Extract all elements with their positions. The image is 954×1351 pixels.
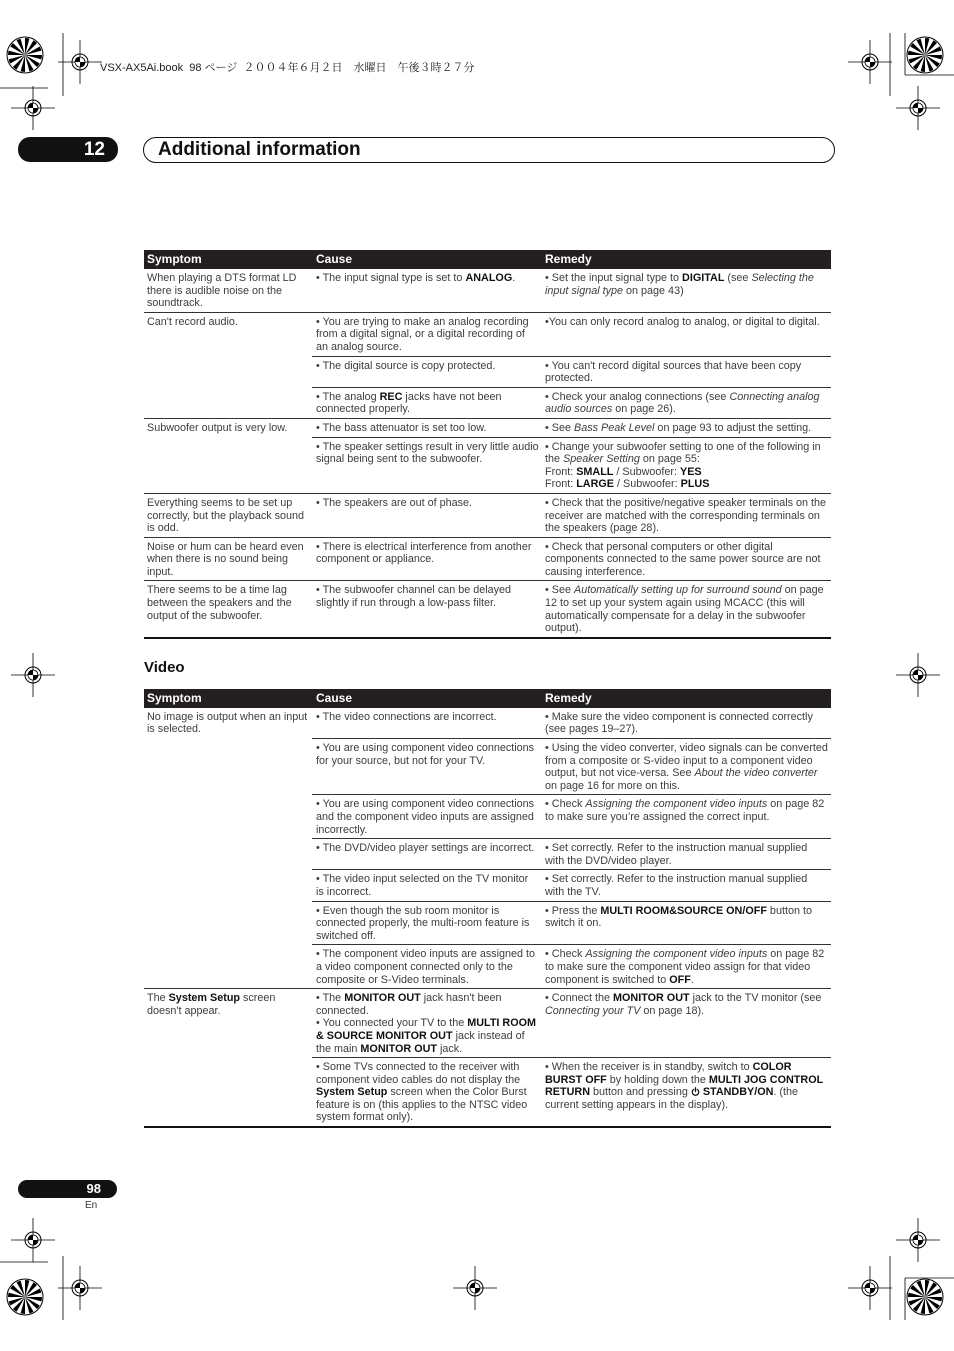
cell-paragraph — [545, 584, 829, 634]
cell-text: jacks have not been connected properly. — [316, 390, 502, 416]
cell-text: jack instead of the main — [316, 1029, 525, 1055]
cell-text: • When the receiver is in standby, switch to — [545, 1061, 753, 1074]
cell-paragraph — [147, 584, 310, 622]
cell-text: jack to the TV monitor (see — [689, 992, 822, 1005]
cell-text: • You can't record digital sources that have been copy protected. — [545, 359, 802, 385]
registration-mark — [11, 86, 55, 130]
registration-mark — [11, 1218, 55, 1262]
cause-cell — [312, 312, 541, 356]
cell-paragraph — [147, 711, 310, 736]
print-header: VSX-AX5Ai.book 98 ページ ２００４年６月２日 水曜日 午後３時２７分 — [100, 62, 475, 74]
remedy-cell — [541, 269, 831, 312]
cell-paragraph — [545, 873, 829, 898]
cell-text: on page 93 to adjust the setting. — [654, 421, 812, 434]
cell-text-bold: SMALL — [576, 465, 614, 478]
cell-paragraph — [316, 497, 539, 510]
cell-paragraph — [545, 478, 829, 491]
cause-cell — [312, 581, 541, 638]
registration-mark — [896, 1218, 940, 1262]
remedy-cell — [541, 437, 831, 493]
cell-paragraph — [147, 272, 310, 310]
cell-text: • See — [545, 421, 574, 434]
cell-text-bold: MULTI JOG CONTROL RETURN — [545, 1073, 823, 1099]
cell-text: on page 82 to make sure the component video assign for that video component is switched to — [545, 948, 825, 986]
cell-paragraph — [545, 948, 829, 986]
cell-paragraph — [316, 272, 539, 285]
cell-text-bold: LARGE — [576, 478, 614, 491]
remedy-cell — [541, 387, 831, 418]
cell-paragraph — [545, 798, 829, 823]
cell-text: • You are using component video connections for your source, but not for your TV. — [316, 742, 535, 767]
cell-paragraph — [316, 316, 539, 354]
cell-text: on page 16 for more on this. — [545, 779, 681, 792]
remedy-cell — [541, 989, 831, 1058]
registration-mark — [11, 653, 55, 697]
cell-paragraph — [545, 905, 829, 930]
cell-paragraph — [316, 873, 539, 898]
cell-text: • Press the — [545, 904, 601, 917]
column-header-symptom: Symptom — [144, 689, 312, 708]
symptom-cell — [144, 708, 312, 989]
cause-cell — [312, 839, 541, 870]
cell-text: on page 12 to set up your system again using MCACC (this will automatically compensate for a delay in the subwoofer output). — [545, 584, 824, 635]
table-row — [144, 537, 831, 581]
remedy-cell — [541, 901, 831, 945]
cell-text: •You can only record analog to analog, or digital to digital. — [545, 315, 820, 328]
symptom-cell — [144, 493, 312, 537]
table-row — [144, 269, 831, 312]
remedy-cell — [541, 537, 831, 581]
remedy-cell — [541, 493, 831, 537]
cell-text: jack. — [437, 1042, 463, 1055]
cell-text: When playing a DTS format LD there is audible noise on the soundtrack. — [147, 272, 297, 310]
cell-text: • Set correctly. Refer to the instruction manual supplied with the DVD/video player. — [545, 842, 808, 867]
chapter-title: Additional information — [143, 137, 835, 163]
remedy-cell — [541, 581, 831, 638]
cell-text: • Connect the — [545, 992, 614, 1005]
remedy-cell — [541, 1058, 831, 1127]
troubleshooting-table-audio — [144, 250, 831, 639]
cell-text-bold: REC — [379, 390, 403, 403]
cell-paragraph — [545, 316, 829, 329]
remedy-cell — [541, 795, 831, 839]
cell-paragraph — [545, 541, 829, 579]
cell-text: screen when the Color Burst feature is on (this applies to the NTSC video system format only). — [316, 1086, 528, 1124]
cell-text: • The component video inputs are assigned to a video component connected only to the composite or S-Video terminals. — [316, 948, 536, 986]
cell-paragraph — [545, 422, 829, 435]
cause-cell — [312, 418, 541, 437]
cell-text-italic: Assigning the component video inputs — [585, 948, 768, 961]
cell-paragraph — [316, 541, 539, 566]
cell-paragraph — [316, 842, 539, 855]
registration-mark — [896, 86, 940, 130]
registration-mark — [896, 653, 940, 697]
cell-text: • The video input selected on the TV monitor is incorrect. — [316, 873, 529, 898]
cell-text: . — [690, 973, 694, 986]
table-row — [144, 418, 831, 437]
cell-paragraph — [316, 391, 539, 416]
cell-text-italic: Assigning the component video inputs — [585, 798, 768, 811]
cell-text: No image is output when an input is selected. — [147, 710, 308, 736]
cell-paragraph — [316, 422, 539, 435]
cell-text-italic: Connecting analog audio sources — [545, 390, 820, 416]
cell-text: The — [147, 992, 169, 1005]
registration-mark — [58, 40, 102, 84]
cell-text: / Subwoofer: — [613, 465, 681, 478]
symptom-cell — [144, 581, 312, 638]
cell-text: Noise or hum can be heard even when there is no sound being input. — [147, 540, 304, 578]
table-body — [144, 269, 831, 638]
registration-mark — [848, 40, 892, 84]
cell-text: Subwoofer output is very low. — [147, 421, 288, 434]
cause-cell — [312, 356, 541, 387]
cell-paragraph — [147, 422, 310, 435]
cell-text: on page 26). — [612, 403, 676, 416]
cell-text-bold: MULTI ROOM&SOURCE ON/OFF — [600, 904, 767, 917]
cell-text: . (the current setting appears in the display). — [545, 1086, 799, 1111]
cause-cell — [312, 901, 541, 945]
cell-text: • The analog — [316, 390, 380, 403]
column-header-symptom: Symptom — [144, 250, 312, 269]
cell-paragraph — [545, 1061, 829, 1111]
cell-text: • There is electrical interference from another component or appliance. — [316, 540, 532, 566]
cause-cell — [312, 870, 541, 901]
cell-paragraph — [316, 948, 539, 986]
cell-text: • Check — [545, 798, 586, 811]
cell-text-bold: YES — [680, 465, 702, 478]
remedy-cell — [541, 870, 831, 901]
cell-paragraph — [316, 441, 539, 466]
cell-paragraph — [545, 441, 829, 466]
column-header-remedy: Remedy — [541, 250, 831, 269]
symptom-cell — [144, 989, 312, 1127]
cell-paragraph — [545, 466, 829, 479]
cell-paragraph — [147, 316, 310, 329]
symptom-cell — [144, 537, 312, 581]
column-header-cause: Cause — [312, 250, 541, 269]
cell-text-bold: PLUS — [680, 478, 710, 491]
table-header-row — [144, 689, 831, 708]
cell-text: • You are trying to make an analog recording from a digital signal, or a digital recording of an analog source. — [316, 315, 529, 353]
cell-text-italic: Speaker Setting — [563, 453, 640, 466]
cell-paragraph — [545, 497, 829, 535]
cell-text: by holding down the — [606, 1073, 709, 1086]
cell-paragraph — [147, 992, 310, 1017]
table-row — [144, 493, 831, 537]
cell-text-italic: Bass Peak Level — [574, 421, 655, 434]
cause-cell — [312, 945, 541, 989]
symptom-cell — [144, 269, 312, 312]
cell-text: • Check that the positive/negative speaker terminals on the receiver are matched with the corresponding terminals on the speakers (page 28). — [545, 496, 827, 535]
cell-text-bold: MONITOR OUT — [344, 992, 421, 1005]
cell-text: • The video connections are incorrect. — [316, 710, 497, 723]
symptom-cell — [144, 312, 312, 418]
cause-cell — [312, 989, 541, 1058]
column-header-cause: Cause — [312, 689, 541, 708]
cell-paragraph — [316, 798, 539, 836]
table-row — [144, 312, 831, 356]
cell-text: • The speaker settings result in very little audio signal being sent to the subwoofer. — [316, 440, 539, 466]
cell-text: . — [512, 272, 516, 284]
column-header-remedy: Remedy — [541, 689, 831, 708]
cell-text: on page 82 to make sure you’re assigned the correct input. — [545, 798, 825, 823]
cell-text: button and pressing — [590, 1086, 691, 1099]
cell-paragraph — [545, 272, 829, 297]
cell-paragraph — [316, 1017, 539, 1055]
cell-paragraph — [316, 584, 539, 609]
cell-paragraph — [545, 842, 829, 867]
cell-paragraph — [545, 992, 829, 1017]
cell-text-bold: COLOR BURST OFF — [545, 1061, 792, 1086]
cell-text-bold: DIGITAL — [682, 272, 725, 284]
cell-text: Front: — [545, 478, 577, 491]
cell-text: Front: — [545, 465, 577, 478]
cell-paragraph — [316, 711, 539, 724]
table-header-row — [144, 250, 831, 269]
cell-paragraph — [316, 1061, 539, 1124]
remedy-cell — [541, 945, 831, 989]
cell-text: • You connected your TV to the — [316, 1017, 468, 1030]
cell-paragraph — [316, 905, 539, 943]
cell-text: • The DVD/video player settings are incorrect. — [316, 842, 535, 855]
remedy-cell — [541, 839, 831, 870]
cause-cell — [312, 437, 541, 493]
cell-text: • The bass attenuator is set too low. — [316, 421, 487, 434]
cause-cell — [312, 739, 541, 795]
cell-paragraph — [545, 391, 829, 416]
main-content — [144, 250, 831, 1128]
cause-cell — [312, 1058, 541, 1127]
remedy-cell — [541, 312, 831, 356]
cell-text: • You are using component video connections and the component video inputs are assigned incorrectly. — [316, 798, 535, 836]
cell-text: on page 43) — [623, 284, 684, 297]
cell-text-bold: System Setup — [316, 1086, 388, 1099]
cell-paragraph — [316, 992, 539, 1017]
cell-paragraph — [545, 711, 829, 736]
cell-text: • Change your subwoofer setting to one of the following in the — [545, 440, 821, 466]
remedy-cell — [541, 356, 831, 387]
cell-text-italic: Selecting the input signal type — [545, 272, 814, 297]
cell-text: • The subwoofer channel can be delayed slightly if run through a low-pass filter. — [316, 584, 512, 610]
section-heading-video: Video — [144, 658, 185, 676]
cell-text: • The speakers are out of phase. — [316, 496, 473, 509]
cell-text: • See — [545, 584, 574, 597]
remedy-cell — [541, 739, 831, 795]
cell-text-italic: Automatically setting up for surround sound — [574, 584, 782, 597]
troubleshooting-table-video — [144, 689, 831, 1128]
remedy-cell — [541, 708, 831, 739]
power-icon — [691, 1087, 700, 1096]
cell-text: • Even though the sub room monitor is connected properly, the multi-room feature is switched off. — [316, 904, 530, 942]
page-language: En — [85, 1200, 98, 1211]
cell-text: Everything seems to be set up correctly, but the playback sound is odd. — [147, 496, 305, 535]
color-target-mark — [907, 37, 943, 73]
table-body — [144, 708, 831, 1127]
color-target-mark — [907, 1279, 943, 1315]
cell-text-italic: Connecting your TV — [545, 1004, 641, 1017]
registration-mark — [58, 1266, 102, 1310]
cell-text: • The — [316, 992, 345, 1005]
cell-text: • Check — [545, 948, 586, 961]
symptom-cell — [144, 418, 312, 493]
cell-text: on page 18). — [640, 1004, 705, 1017]
color-target-mark — [7, 37, 43, 73]
registration-mark — [453, 1266, 497, 1310]
cell-text: Can't record audio. — [147, 315, 238, 328]
cell-text-bold: MONITOR OUT — [613, 992, 690, 1005]
cell-text-bold: MULTI ROOM & SOURCE MONITOR OUT — [316, 1017, 537, 1042]
cell-text: • Make sure the video component is connected correctly (see pages 19–27). — [545, 710, 813, 736]
cell-text: • Set correctly. Refer to the instruction manual supplied with the TV. — [545, 873, 808, 898]
cell-text: • The digital source is copy protected. — [316, 359, 496, 372]
cause-cell — [312, 795, 541, 839]
table-row — [144, 581, 831, 638]
table-row — [144, 708, 831, 739]
cell-paragraph — [545, 742, 829, 792]
cell-text: • The input signal type is set to — [316, 272, 466, 284]
cell-paragraph — [147, 497, 310, 535]
cell-paragraph — [545, 360, 829, 385]
cell-text: • Some TVs connected to the receiver with component video cables do not display the — [316, 1061, 521, 1086]
remedy-cell — [541, 418, 831, 437]
registration-mark — [848, 1266, 892, 1310]
cell-text: • Set the input signal type to — [545, 272, 683, 284]
cell-text: / Subwoofer: — [614, 478, 681, 491]
cause-cell — [312, 537, 541, 581]
cell-text: • Check that personal computers or other digital components connected to the same power source are not causing interference. — [545, 540, 821, 578]
cause-cell — [312, 493, 541, 537]
cause-cell — [312, 269, 541, 312]
cell-text-bold: OFF — [669, 973, 691, 986]
cell-text: • Check your analog connections (see — [545, 390, 730, 403]
table-row — [144, 989, 831, 1058]
cell-text-bold: MONITOR OUT — [360, 1042, 437, 1055]
cause-cell — [312, 387, 541, 418]
cell-text: jack hasn't been connected. — [316, 992, 502, 1017]
cell-text: There seems to be a time lag between the speakers and the output of the subwoofer. — [147, 584, 292, 622]
page-number-tab: 98 — [18, 1180, 117, 1198]
cell-paragraph — [316, 742, 539, 767]
cell-text: on page 55: — [639, 453, 700, 466]
cell-text-bold: ANALOG — [465, 272, 513, 284]
cell-text-italic: About the video converter — [694, 767, 818, 780]
cell-paragraph — [147, 541, 310, 579]
cause-cell — [312, 708, 541, 739]
cell-text: (see — [724, 272, 752, 284]
color-target-mark — [7, 1279, 43, 1315]
cell-text: • Using the video converter, video signals can be converted from a composite or S-video input to a component video output, but not vice-versa. See — [545, 742, 828, 780]
cell-text-bold: STANDBY/ON — [699, 1086, 774, 1099]
chapter-number-tab: 12 — [18, 137, 118, 162]
cell-text: screen doesn't appear. — [147, 992, 276, 1017]
cell-text: button to switch it on. — [545, 904, 812, 930]
cell-paragraph — [316, 360, 539, 373]
cell-text-bold: System Setup — [168, 992, 241, 1005]
